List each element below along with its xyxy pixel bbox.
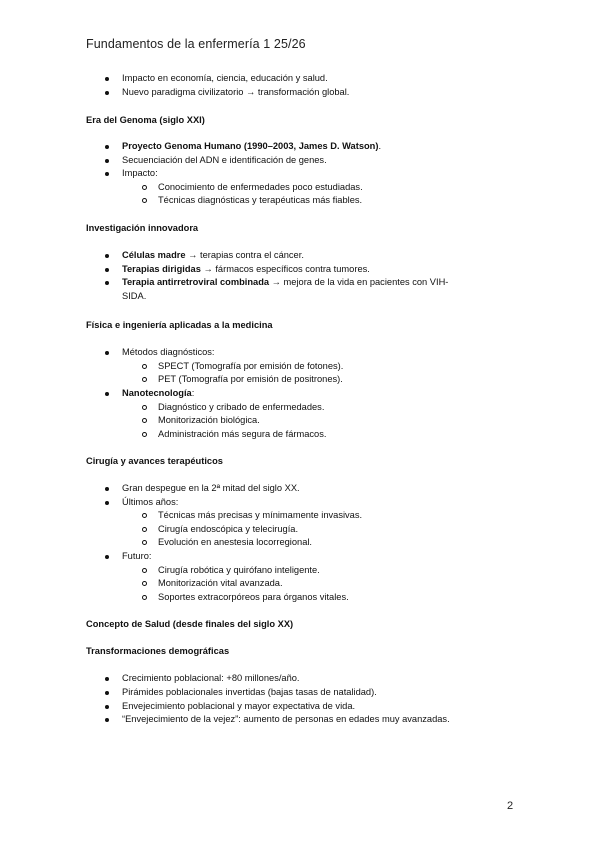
list-item: Terapias dirigidas → fármacos específicos contra tumores. — [86, 263, 370, 276]
sub-list-item: Técnicas diagnósticas y terapéuticas más fiables. — [86, 194, 362, 207]
section-heading-cirugia: Cirugía y avances terapéuticos — [86, 456, 223, 466]
sub-list-item: Diagnóstico y cribado de enfermedades. — [86, 401, 324, 414]
bold-term: Terapias dirigidas — [122, 264, 201, 274]
sub-list-item: SPECT (Tomografía por emisión de fotones). — [86, 360, 343, 373]
list-item: Envejecimiento poblacional y mayor expectativa de vida. — [86, 700, 355, 713]
sub-list-item: PET (Tomografía por emisión de positrones). — [86, 373, 343, 386]
list-item: Nuevo paradigma civilizatorio → transformación global. — [86, 86, 349, 99]
sub-list-item: Cirugía endoscópica y telecirugía. — [86, 523, 298, 536]
list-item: Proyecto Genoma Humano (1990–2003, James D. Watson). — [86, 140, 381, 153]
list-item: Impacto: — [86, 167, 158, 180]
bold-term: Terapia antirretroviral combinada — [122, 277, 270, 287]
list-item: Futuro: — [86, 550, 151, 563]
sub-list-item: Evolución en anestesia locorregional. — [86, 536, 312, 549]
bold-term: Proyecto Genoma Humano (1990–2003, James D. Watson) — [122, 141, 379, 151]
section-heading-salud: Concepto de Salud (desde finales del siglo XX) — [86, 619, 294, 629]
list-item: “Envejecimiento de la vejez”: aumento de personas en edades muy avanzadas. — [86, 713, 450, 726]
bold-term: Células madre — [122, 250, 186, 260]
sub-list-item: Administración más segura de fármacos. — [86, 428, 326, 441]
list-item: Impacto en economía, ciencia, educación y salud. — [86, 72, 328, 85]
section-heading-demografia: Transformaciones demográficas — [86, 646, 230, 656]
list-item: Gran despegue en la 2ª mitad del siglo XX. — [86, 482, 300, 495]
page-number: 2 — [507, 800, 514, 812]
section-heading-fisica: Física e ingeniería aplicadas a la medicina — [86, 320, 273, 330]
sub-list-item: Conocimiento de enfermedades poco estudiadas. — [86, 181, 363, 194]
sub-list-item: Técnicas más precisas y mínimamente invasivas. — [86, 509, 362, 522]
list-item: Terapia antirretroviral combinada → mejora de la vida en pacientes con VIH- — [86, 276, 448, 289]
sub-list-item: Monitorización vital avanzada. — [86, 577, 283, 590]
page-header: Fundamentos de la enfermería 1 25/26 — [86, 37, 306, 51]
list-item-continuation: SIDA. — [122, 291, 147, 301]
list-item: Secuenciación del ADN e identificación de genes. — [86, 154, 327, 167]
list-item: Nanotecnología: — [86, 387, 194, 400]
section-heading-genoma: Era del Genoma (siglo XXI) — [86, 115, 205, 125]
sub-list-item: Soportes extracorpóreos para órganos vitales. — [86, 591, 349, 604]
list-item: Métodos diagnósticos: — [86, 346, 215, 359]
bold-term: Nanotecnología — [122, 388, 192, 398]
list-item: Pirámides poblacionales invertidas (bajas tasas de natalidad). — [86, 686, 377, 699]
list-item: Últimos años: — [86, 496, 178, 509]
list-item: Células madre → terapias contra el cáncer. — [86, 249, 304, 262]
section-heading-investigacion: Investigación innovadora — [86, 223, 199, 233]
list-item: Crecimiento poblacional: +80 millones/año. — [86, 672, 300, 685]
sub-list-item: Monitorización biológica. — [86, 414, 260, 427]
sub-list-item: Cirugía robótica y quirófano inteligente. — [86, 564, 320, 577]
